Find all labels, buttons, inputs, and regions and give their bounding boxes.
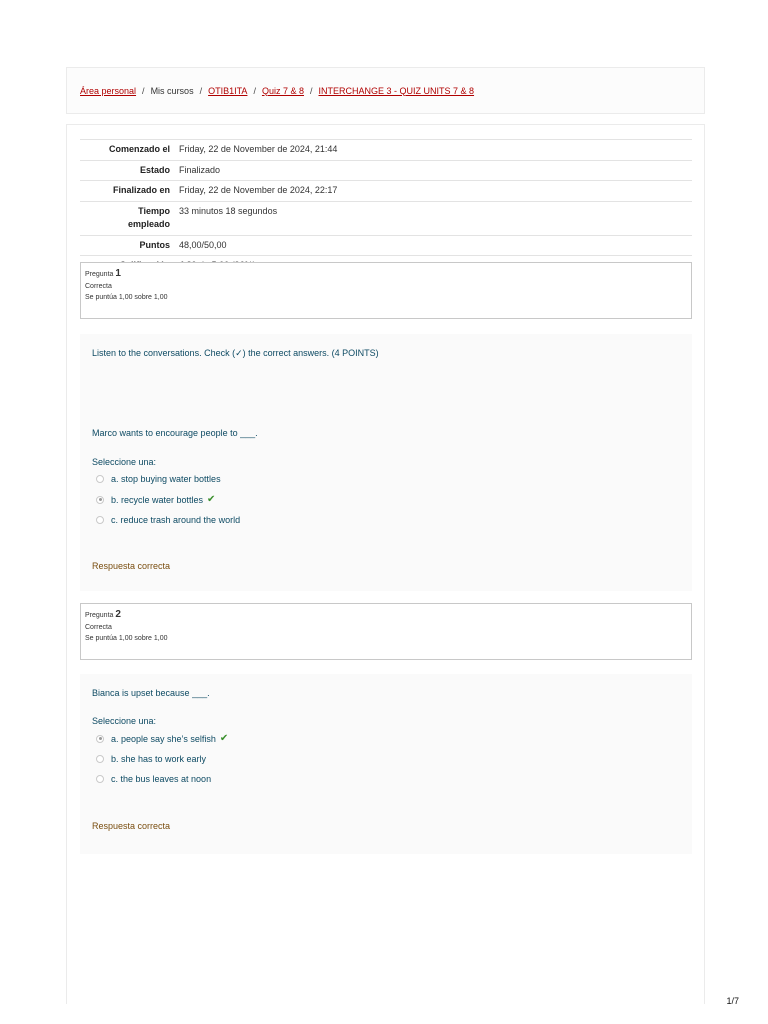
radio-icon[interactable] <box>96 496 104 504</box>
breadcrumb-separator: / <box>309 85 313 96</box>
question-2-option-c[interactable] <box>96 774 211 784</box>
summary-row-state <box>80 160 692 181</box>
finished-label: Finalizado en <box>112 185 170 195</box>
breadcrumb-separator: / <box>253 85 256 96</box>
question-number: 1 <box>115 268 121 279</box>
time-value: 33 minutos 18 segundos <box>179 205 278 216</box>
option-label: b. she has to work early <box>111 754 207 764</box>
option-label: a. stop buying water bottles <box>111 474 221 484</box>
question-2-score: Se puntúa 1,00 sobre 1,00 <box>85 635 168 642</box>
question-1-feedback: Respuesta correcta <box>92 561 171 571</box>
check-icon: ✔ <box>219 733 229 744</box>
breadcrumb-section-link[interactable]: Quiz 7 & 8 <box>261 85 304 96</box>
started-value: Friday, 22 de November de 2024, 21:44 <box>179 144 338 154</box>
radio-icon[interactable] <box>96 516 104 524</box>
question-1-instruction: Listen to the conversations. Check (✓) the correct answers. (4 POINTS) <box>92 348 379 358</box>
question-2-select-one: Seleccione una: <box>92 716 157 726</box>
time-label <box>80 201 174 235</box>
breadcrumb-quiz-link[interactable]: INTERCHANGE 3 - QUIZ UNITS 7 & 8 <box>318 85 475 96</box>
question-2-prompt: Bianca is upset because ___. <box>92 688 210 698</box>
option-label: c. the bus leaves at noon <box>111 774 212 784</box>
question-2-number <box>85 609 687 620</box>
time-label-line2: empleado <box>127 219 170 229</box>
points-label: Puntos <box>139 239 170 250</box>
question-2-status: Correcta <box>85 624 112 631</box>
option-label: a. people say she’s selfish <box>111 733 216 744</box>
question-2-option-b[interactable] <box>96 754 206 764</box>
radio-icon[interactable] <box>96 755 104 763</box>
points-value: 48,00/50,00 <box>179 239 227 250</box>
summary-row-started <box>80 140 692 161</box>
check-icon: ✔ <box>207 494 216 505</box>
breadcrumb-my-courses: Mis cursos <box>150 85 194 96</box>
question-1-score: Se puntúa 1,00 sobre 1,00 <box>85 294 168 301</box>
question-2-option-a[interactable] <box>96 733 228 744</box>
breadcrumb-separator: / <box>142 85 145 96</box>
state-label: Estado <box>139 164 170 175</box>
breadcrumb-course-link[interactable]: OTIB1ITA <box>208 85 248 96</box>
breadcrumb-home-link[interactable]: Área personal <box>80 85 137 96</box>
question-number: 2 <box>115 609 121 620</box>
quiz-review-card <box>66 124 705 1004</box>
breadcrumb-separator: / <box>199 85 203 96</box>
time-label-line1: Tiempo <box>138 205 170 216</box>
question-1-select-one: Seleccione una: <box>92 457 157 467</box>
breadcrumb <box>66 67 705 114</box>
state-value: Finalizado <box>179 164 221 175</box>
started-label: Comenzado el <box>108 144 170 154</box>
question-1-info <box>80 262 692 319</box>
question-label: Pregunta <box>85 271 114 278</box>
question-1-option-a[interactable] <box>96 474 221 484</box>
radio-icon[interactable] <box>96 735 104 743</box>
question-1-content <box>80 334 692 591</box>
question-1-status: Correcta <box>85 283 112 290</box>
attempt-summary-table <box>80 139 692 277</box>
question-1-prompt: Marco wants to encourage people to ___. <box>92 428 258 438</box>
radio-icon[interactable] <box>96 775 104 783</box>
summary-row-time <box>80 201 692 235</box>
question-2-feedback: Respuesta correcta <box>92 821 171 831</box>
option-label: c. reduce trash around the world <box>111 515 241 525</box>
question-label: Pregunta <box>85 612 114 619</box>
radio-icon[interactable] <box>96 475 104 483</box>
summary-row-finished <box>80 181 692 202</box>
question-1-option-c[interactable] <box>96 515 240 525</box>
question-1-option-b[interactable] <box>96 494 215 505</box>
finished-value: Friday, 22 de November de 2024, 22:17 <box>179 185 338 195</box>
question-2-info <box>80 603 692 660</box>
page-number: 1/7 <box>726 996 739 1006</box>
option-label: b. recycle water bottles <box>111 494 204 505</box>
question-1-number <box>85 268 687 279</box>
summary-row-points <box>80 235 692 256</box>
question-2-content <box>80 674 692 854</box>
